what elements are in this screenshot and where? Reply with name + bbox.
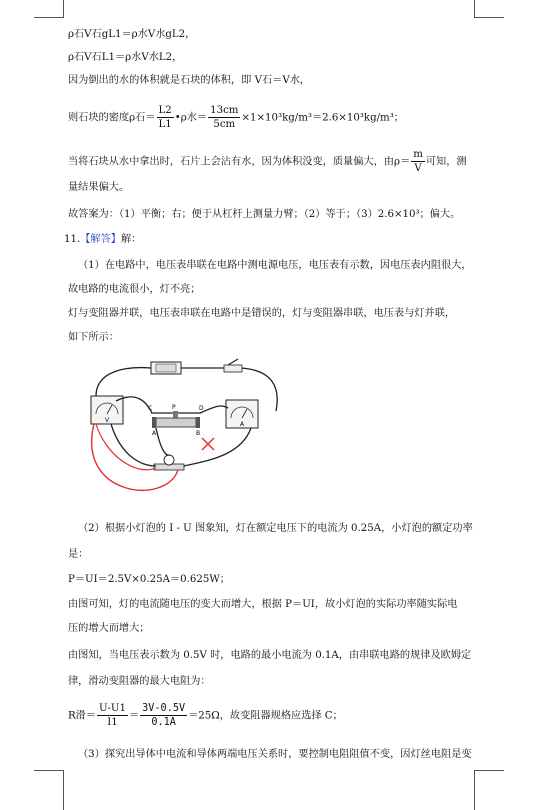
crop-mark-top-right-v bbox=[474, 0, 475, 18]
eq-line-2: ρ石V石L1＝ρ水V水L2， bbox=[68, 52, 183, 63]
part2-line-f: 由图知，当电压表示数为 0.5V 时，电路的最小电流为 0.1A，由串联电路的规律及欧姆定 bbox=[68, 650, 472, 661]
line5-pre: 当将石块从水中拿出时，石片上会沾有水，因为体积没变，质量偏大，由ρ＝ bbox=[68, 156, 411, 168]
crop-mark-bottom-left-v bbox=[63, 770, 64, 810]
terminal-b-label: B bbox=[196, 430, 201, 437]
crop-mark-top-right-h bbox=[474, 17, 504, 18]
q11-header bbox=[64, 233, 141, 247]
fraction-denominator: V bbox=[414, 163, 422, 174]
line5-post: 可知，测 bbox=[425, 156, 467, 168]
terminal-d-label: D bbox=[199, 405, 204, 412]
fraction-m-v bbox=[411, 148, 425, 175]
q11-answer-tag: 【解答】 bbox=[80, 234, 121, 245]
resistance-post: ＝25Ω，故变阻器规格应选择 C； bbox=[188, 710, 343, 722]
wire-ammeter-lamp bbox=[184, 428, 251, 466]
fraction-numerator: m bbox=[413, 149, 423, 160]
crop-mark-bottom-left-h bbox=[34, 770, 64, 771]
part2-line-d: 由图可知，灯的电流随电压的变大而增大，根据 P＝UI，故小灯泡的实际功率随实际电 bbox=[68, 599, 458, 610]
fraction-denominator: 5cm bbox=[213, 119, 236, 130]
crop-mark-top-left-h bbox=[34, 17, 64, 18]
fraction-numerator: 13cm bbox=[210, 105, 239, 116]
wire-top-left bbox=[96, 368, 151, 396]
fraction-denominator: I1 bbox=[107, 717, 118, 728]
density-pre: 则石块的密度ρ石＝ bbox=[68, 112, 156, 124]
circuit-diagram bbox=[66, 356, 296, 506]
resistance-pre: R滑＝ bbox=[68, 710, 97, 722]
wire-rheostat-ammeter bbox=[200, 406, 228, 413]
fraction-denominator: 0.1A bbox=[151, 717, 176, 728]
ammeter-icon bbox=[226, 400, 258, 428]
part1-line-b: 故电路的电流很小，灯不亮； bbox=[68, 284, 201, 295]
fraction-l2-l1 bbox=[157, 104, 174, 131]
slider-p-label: P bbox=[172, 404, 176, 411]
fraction-numerator: L2 bbox=[158, 105, 172, 116]
text-line-5 bbox=[68, 148, 467, 176]
resistance-mid: ＝ bbox=[128, 710, 140, 722]
part2-line-g: 律，滑动变阻器的最大电阻为： bbox=[68, 676, 211, 687]
eq-line-1: ρ石V石gL1＝ρ水V水gL2， bbox=[68, 29, 196, 40]
part2-line-c: P＝UI＝2.5V×0.25A＝0.625W； bbox=[68, 574, 230, 585]
q11-number: 11. bbox=[64, 234, 81, 245]
answer-line: 故答案为：（1）平衡；右；便于从杠杆上测量力臂；（2）等于；（3）2.6×10³；偏大。 bbox=[68, 209, 461, 220]
fraction-u-diff bbox=[97, 702, 128, 729]
density-post: ×1×10³kg/m³＝2.6×10³kg/m³； bbox=[241, 112, 404, 124]
fraction-numerator: U-U1 bbox=[99, 703, 126, 714]
part3-line-a: （3）探究出导体中电流和导体两端电压关系时，要控制电阻阻值不变，因灯丝电阻是变 bbox=[78, 749, 472, 760]
resistance-formula bbox=[68, 702, 343, 730]
wire-rheostat-lamp bbox=[156, 428, 169, 455]
density-mid: •ρ水＝ bbox=[174, 112, 208, 124]
fraction-13-5 bbox=[208, 104, 240, 131]
terminal-a-label: A bbox=[152, 430, 157, 437]
q11-intro: 解： bbox=[120, 234, 142, 245]
text-line-6: 量结果偏大。 bbox=[68, 182, 130, 193]
wire-voltmeter-lamp bbox=[111, 424, 156, 466]
fraction-numerator: 3V-0.5V bbox=[142, 703, 186, 714]
part2-line-b: 是： bbox=[68, 549, 89, 560]
part2-line-a: （2）根据小灯泡的 I - U 图象知，灯在额定电压下的电流为 0.25A，小灯泡的额定功率 bbox=[78, 523, 473, 534]
fraction-denominator: L1 bbox=[158, 119, 172, 130]
switch-icon bbox=[224, 359, 242, 372]
error-cross-icon bbox=[202, 438, 214, 450]
fraction-numeric bbox=[140, 702, 187, 729]
text-line-3: 因为倒出的水的体积就是石块的体积，即 V石＝V水， bbox=[68, 75, 311, 86]
lamp-icon bbox=[154, 455, 184, 470]
battery-icon bbox=[151, 362, 181, 374]
crop-mark-top-left-v bbox=[63, 0, 64, 18]
part1-line-d: 如下所示： bbox=[68, 332, 119, 343]
part1-line-a: （1）在电路中，电压表串联在电路中测电源电压，电压表有示数，因电压表内阻很大， bbox=[78, 260, 472, 271]
voltmeter-label: V bbox=[105, 417, 110, 424]
terminal-c-label: C bbox=[148, 405, 153, 412]
crop-mark-bottom-right-v bbox=[474, 770, 475, 810]
ammeter-label: A bbox=[240, 421, 245, 428]
density-formula bbox=[68, 104, 404, 132]
wire-red-second bbox=[96, 424, 156, 470]
part2-line-e: 压的增大而增大； bbox=[68, 623, 150, 634]
crop-mark-bottom-right-h bbox=[474, 770, 504, 771]
part1-line-c: 灯与变阻器并联，电压表串联在电路中是错误的，灯与变阻器串联，电压表与灯并联， bbox=[68, 308, 456, 319]
